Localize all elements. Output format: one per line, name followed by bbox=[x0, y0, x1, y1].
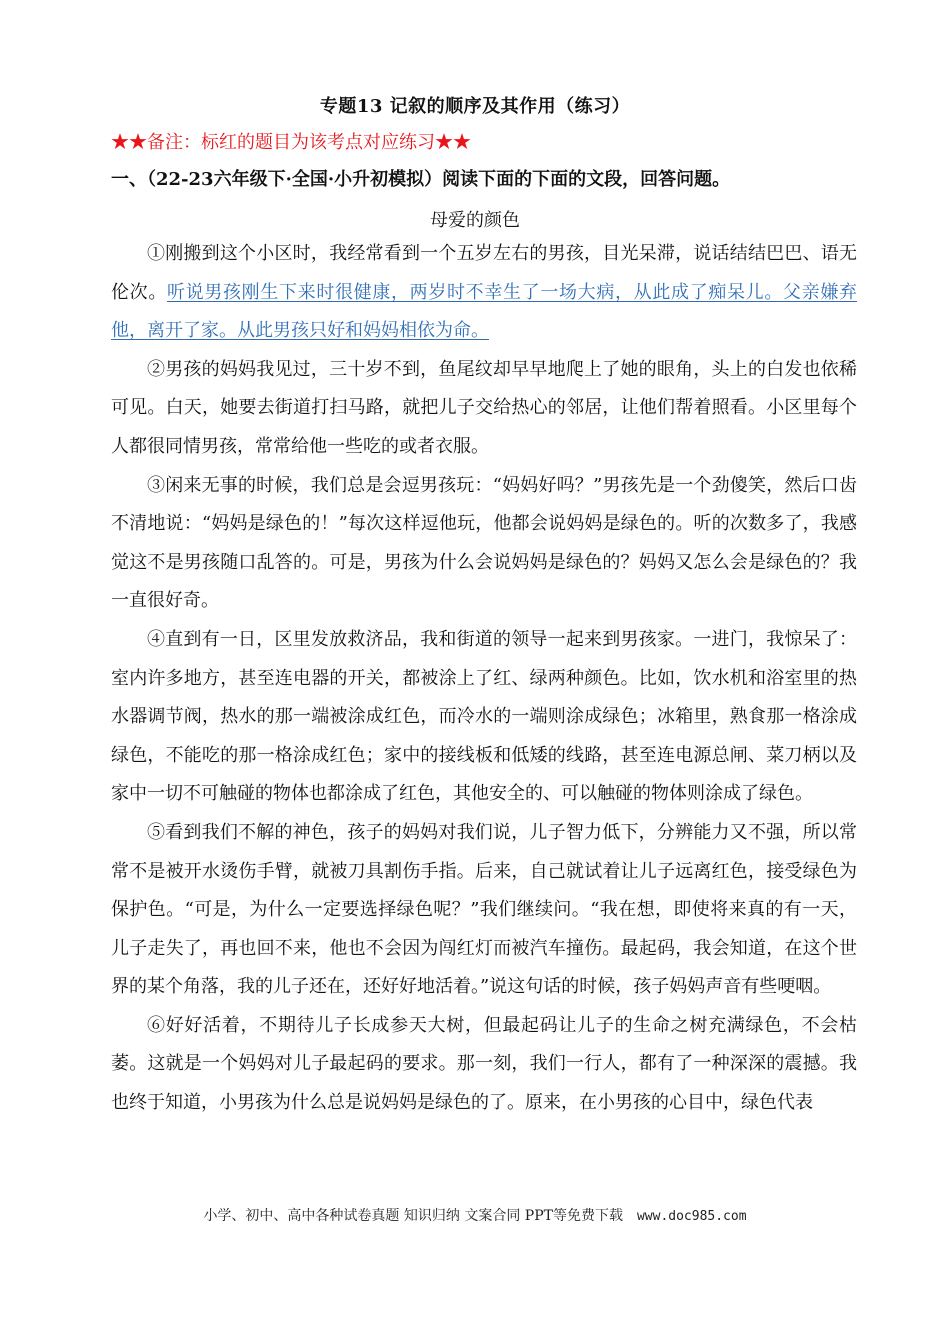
passage-body bbox=[111, 235, 857, 1123]
document-title: 专题13 记叙的顺序及其作用（练习） bbox=[319, 96, 631, 117]
footer-text: 小学、初中、高中各种试卷真题 知识归纳 文案合同 PPT等免费下载 bbox=[203, 1208, 623, 1224]
red-note: ★★备注：标红的题目为该考点对应练习★★ bbox=[111, 132, 471, 153]
footer-link[interactable]: www.doc985.com bbox=[636, 1209, 747, 1224]
paragraph-4: ④直到有一日，区里发放救济品，我和街道的领导一起来到男孩家。一进门，我惊呆了：室内许多地方，甚至连电器的开关，都被涂上了红、绿两种颜色。比如，饮水机和浴室里的热水器调节阀，热水的那一端被涂成红色，而冷水的一端则涂成绿色；冰箱里，熟食那一格涂成绿色，不能吃的那一格涂成红色；家中的接线板和低矮的线路，甚至连电源总闸、菜刀柄以及家中一切不可触碰的物体也都涂成了红色，其他安全的、可以触碰的物体则涂成了绿色。 bbox=[111, 628, 857, 805]
paragraph-6: ⑥好好活着，不期待儿子长成参天大树，但最起码让儿子的生命之树充满绿色，不会枯萎。这就是一个妈妈对儿子最起码的要求。那一刻，我们一行人，都有了一种深深的震撼。我也终于知道，小男孩为什么总是说妈妈是绿色的了。原来，在小男孩的心目中，绿色代表 bbox=[111, 1014, 857, 1114]
highlighted-sentence: 听说男孩刚生下来时很健康，两岁时不幸生了一场大病，从此成了痴呆儿。父亲嫌弃他，离开了家。从此男孩只好和妈妈相依为命。 bbox=[111, 281, 857, 342]
page-footer bbox=[0, 1205, 950, 1225]
paragraph-3: ③闲来无事的时候，我们总是会逗男孩玩：“妈妈好吗？”男孩先是一个劲傻笑，然后口齿不清地说：“妈妈是绿色的！”每次这样逗他玩，他都会说妈妈是绿色的。听的次数多了，我感觉这不是男孩随口乱答的。可是，男孩为什么会说妈妈是绿色的？妈妈又怎么会是绿色的？我一直很好奇。 bbox=[111, 474, 857, 612]
question-heading: 一、（22-23六年级下·全国·小升初模拟）阅读下面的下面的文段，回答问题。 bbox=[111, 169, 731, 190]
paragraph-5: ⑤看到我们不解的神色，孩子的妈妈对我们说，儿子智力低下，分辨能力又不强，所以常常不是被开水烫伤手臂，就被刀具割伤手指。后来，自己就试着让儿子远离红色，接受绿色为保护色。“可是，为什么一定要选择绿色呢？”我们继续问。“我在想，即使将来真的有一天，儿子走失了，再也回不来，他也不会因为闯红灯而被汽车撞伤。最起码，我会知道，在这个世界的某个角落，我的儿子还在，还好好地活着。”说这句话的时候，孩子妈妈声音有些哽咽。 bbox=[111, 821, 857, 998]
paragraph-1-text: ①刚搬到这个小区时，我经常看到一个五岁左右的男孩，目光呆滞，说话结结巴巴、语无伦次。 bbox=[111, 243, 857, 303]
paragraph-2: ②男孩的妈妈我见过，三十岁不到，鱼尾纹却早早地爬上了她的眼角，头上的白发也依稀可见。白天，她要去街道打扫马路，就把儿子交给热心的邻居，让他们帮着照看。小区里每个人都很同情男孩，常常给他一些吃的或者衣服。 bbox=[111, 358, 857, 457]
paragraph-1 bbox=[111, 235, 857, 351]
passage-title: 母爱的颜色 bbox=[430, 210, 520, 231]
